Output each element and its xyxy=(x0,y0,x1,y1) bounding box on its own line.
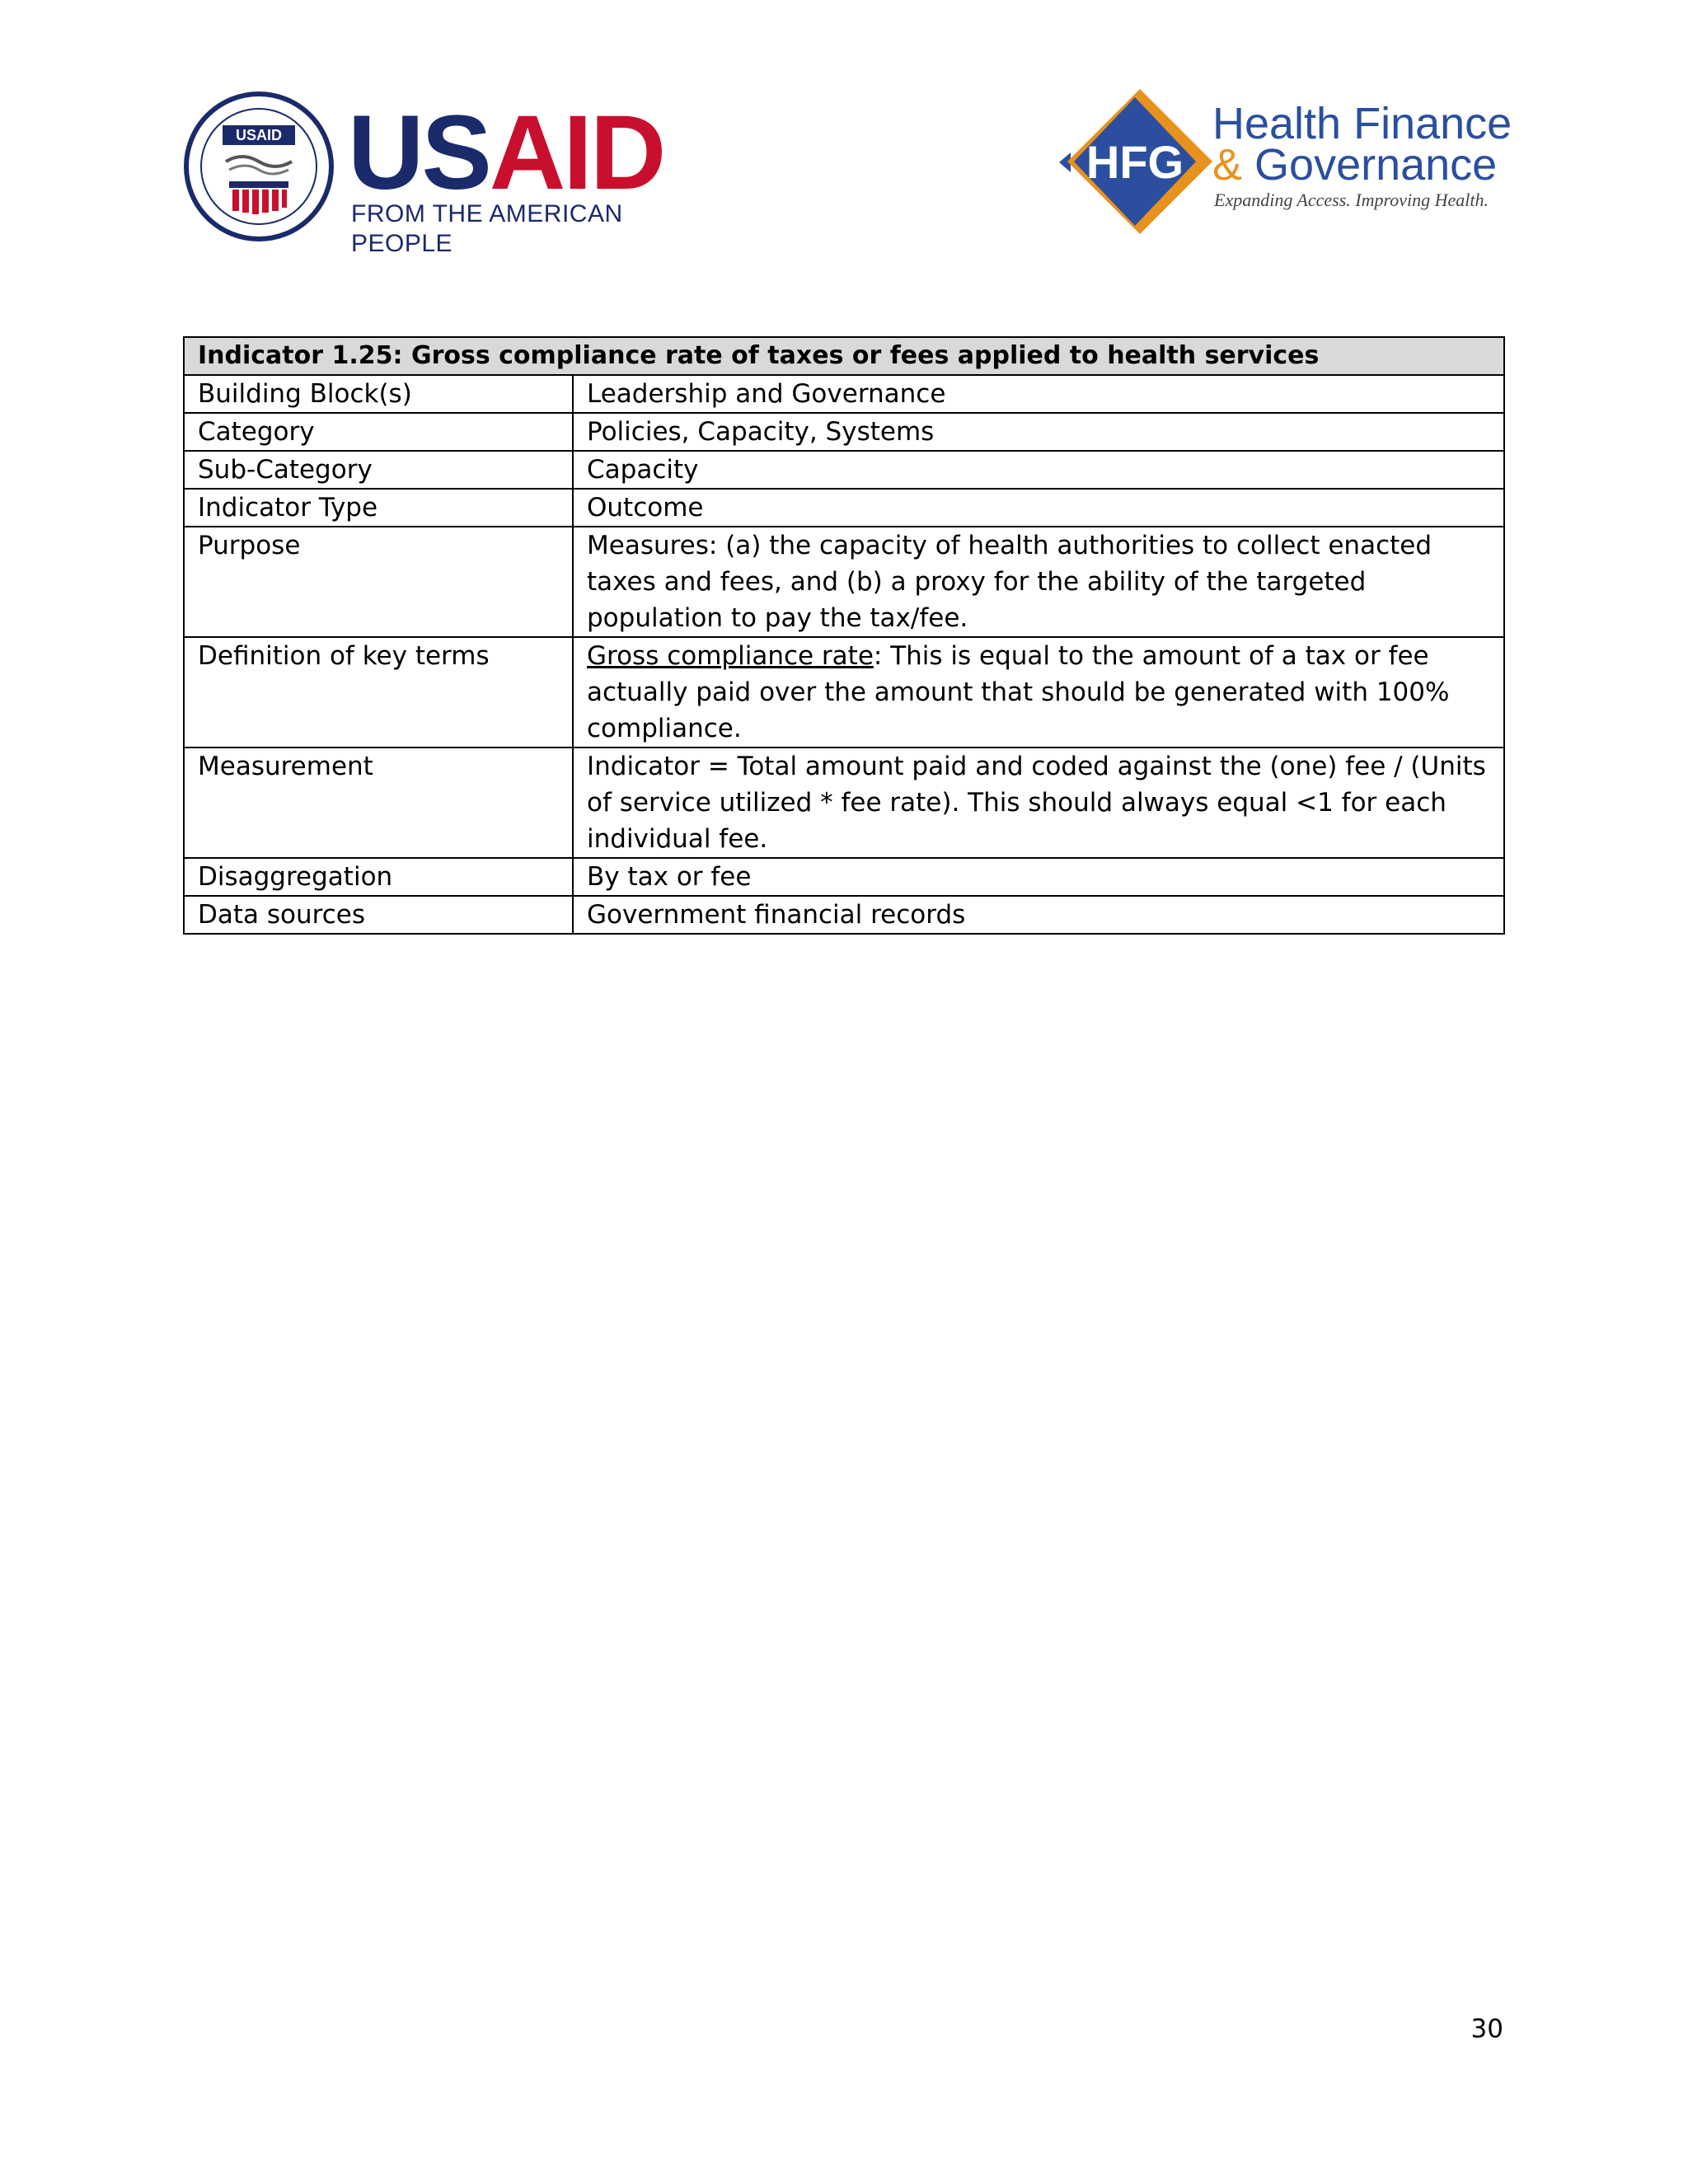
table-title: Indicator 1.25: Gross compliance rate of taxes or fees applied to health services xyxy=(184,337,1504,375)
row-label: Purpose xyxy=(184,527,573,637)
row-value: Indicator = Total amount paid and coded against the (one) fee / (Units of service utilized * fee rate). This should always equal <1 for each individual fee. xyxy=(573,748,1504,858)
table-row xyxy=(184,896,1504,934)
row-value: Outcome xyxy=(573,489,1504,527)
row-label: Indicator Type xyxy=(184,489,573,527)
table-row xyxy=(184,527,1504,637)
row-label: Definition of key terms xyxy=(184,637,573,748)
hfg-ampersand: & xyxy=(1212,140,1243,190)
defined-term: Gross compliance rate xyxy=(587,641,874,671)
table-row xyxy=(184,858,1504,896)
hfg-diamond-icon xyxy=(1059,84,1216,241)
usaid-seal-label: USAID xyxy=(235,127,283,143)
hfg-slogan: Expanding Access. Improving Health. xyxy=(1214,190,1489,210)
row-value: Policies, Capacity, Systems xyxy=(573,413,1504,451)
usaid-seal-icon xyxy=(183,91,335,243)
row-label: Sub-Category xyxy=(184,451,573,489)
row-label: Category xyxy=(184,413,573,451)
row-value: Capacity xyxy=(573,451,1504,489)
row-label: Disaggregation xyxy=(184,858,573,896)
hfg-name-line2 xyxy=(1212,142,1497,188)
hfg-name-line1: Health Finance xyxy=(1212,99,1512,148)
table-row xyxy=(184,413,1504,451)
hfg-mark-label: HFG xyxy=(1085,136,1184,188)
indicator-table xyxy=(183,336,1505,935)
table-row xyxy=(184,489,1504,527)
table-row xyxy=(184,375,1504,413)
page-number: 30 xyxy=(1470,2014,1503,2044)
hfg-name-governance: Governance xyxy=(1242,140,1498,190)
row-value xyxy=(573,637,1504,748)
row-value: By tax or fee xyxy=(573,858,1504,896)
row-label: Building Block(s) xyxy=(184,375,573,413)
row-label: Data sources xyxy=(184,896,573,934)
table-row xyxy=(184,748,1504,858)
table-row xyxy=(184,451,1504,489)
row-value: Leadership and Governance xyxy=(573,375,1504,413)
usaid-wordmark-aid: AID xyxy=(489,94,664,212)
hfg-logo xyxy=(1059,84,1512,241)
usaid-logo xyxy=(183,91,694,257)
row-label: Measurement xyxy=(184,748,573,858)
usaid-wordmark xyxy=(348,94,664,212)
row-value: Measures: (a) the capacity of health authorities to collect enacted taxes and fees, and (b) a proxy for the ability of the targeted population to pay the tax/fee. xyxy=(573,527,1504,637)
table-row xyxy=(184,637,1504,748)
usaid-wordmark-us: US xyxy=(348,94,490,212)
term-definition: : This is equal to the amount of a tax or fee actually paid over the amount that should be generated with 100% compliance. xyxy=(587,641,1450,743)
table-title-row xyxy=(184,337,1504,375)
row-value: Government financial records xyxy=(573,896,1504,934)
usaid-tagline: FROM THE AMERICAN PEOPLE xyxy=(351,200,623,257)
